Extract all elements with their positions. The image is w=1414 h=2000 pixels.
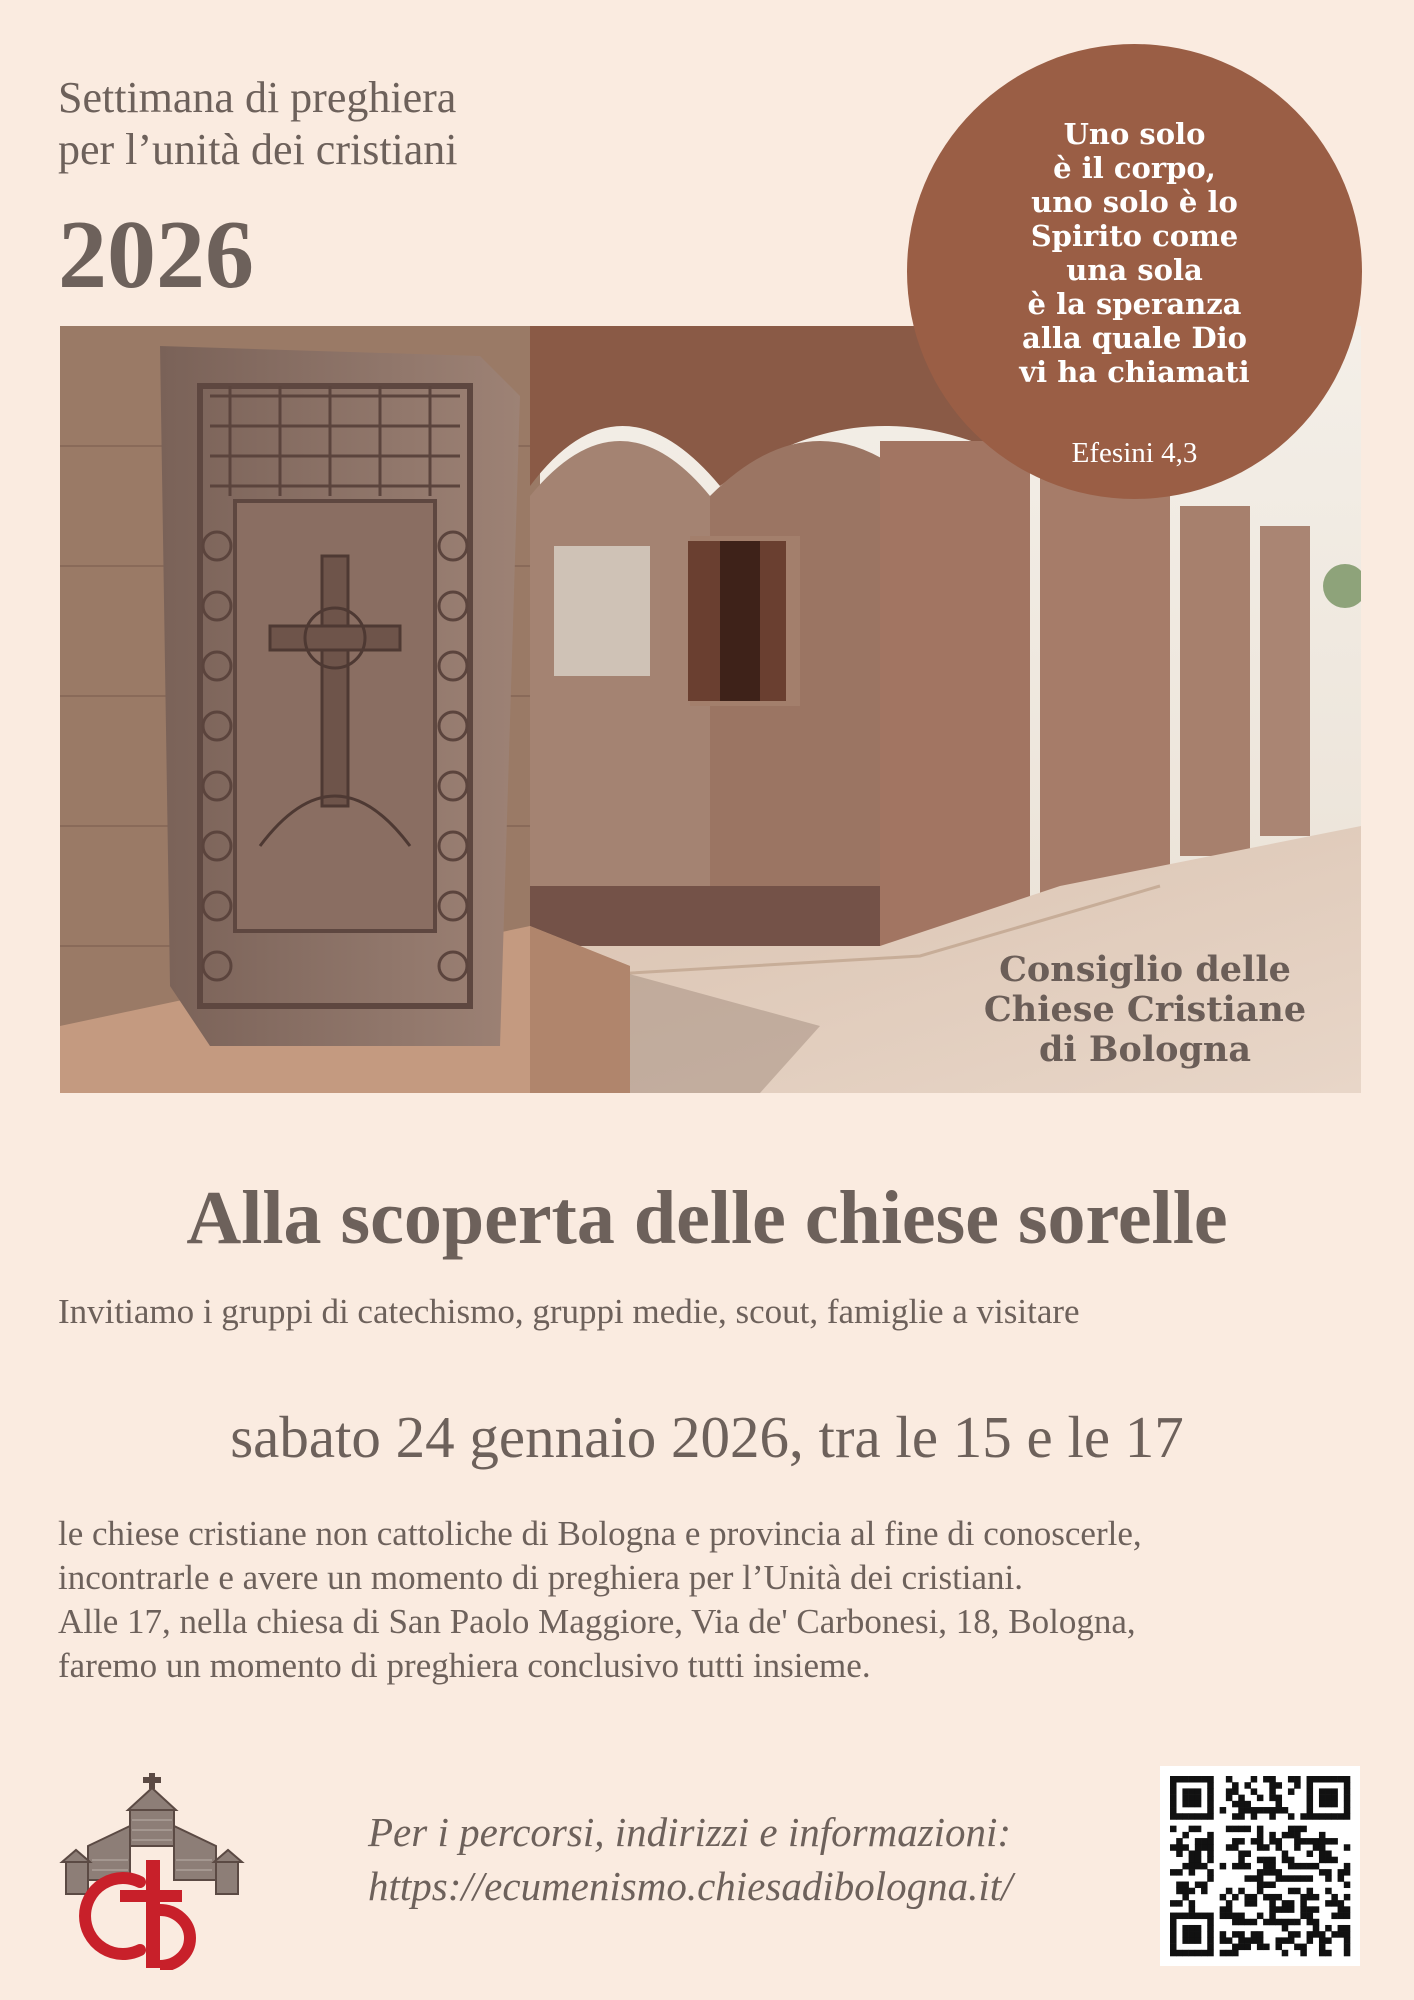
info-footer: [368, 1805, 1013, 1913]
info-label: Per i percorsi, indirizzi e informazioni:: [368, 1809, 1012, 1855]
quote-line: Spirito come: [1030, 219, 1239, 253]
council-line-3: di Bologna: [1038, 1029, 1252, 1070]
event-series-title: [58, 72, 458, 176]
event-series-line-1: Settimana di preghiera: [58, 73, 457, 122]
quote-line: uno solo è lo: [1031, 185, 1238, 219]
council-line-2: Chiese Cristiane: [983, 989, 1307, 1030]
scripture-reference: Efesini 4,3: [1071, 437, 1198, 469]
description-line: Alle 17, nella chiesa di San Paolo Maggiore, Via de' Carbonesi, 18, Bologna,: [58, 1602, 1136, 1641]
council-name: [935, 950, 1355, 1070]
church-cb-logo-icon: [58, 1770, 258, 1970]
invitation-line: Invitiamo i gruppi di catechismo, gruppi medie, scout, famiglie a visitare: [58, 1292, 1080, 1331]
quote-line: una sola: [1066, 253, 1203, 287]
quote-line: Uno solo: [1063, 117, 1206, 151]
scripture-quote-badge: [907, 44, 1362, 499]
event-year: 2026: [58, 201, 254, 309]
main-title: Alla scoperta delle chiese sorelle: [186, 1176, 1228, 1260]
quote-line: è la speranza: [1027, 287, 1242, 321]
website-link[interactable]: https://ecumenismo.chiesadibologna.it/: [368, 1863, 1013, 1909]
event-description: [58, 1512, 1142, 1688]
event-date: sabato 24 gennaio 2026, tra le 15 e le 17: [230, 1404, 1184, 1470]
qr-code-icon[interactable]: [1160, 1766, 1360, 1966]
description-line: le chiese cristiane non cattoliche di Bologna e provincia al fine di conoscerle,: [58, 1514, 1142, 1553]
scripture-quote-text: [907, 117, 1362, 389]
quote-line: vi ha chiamati: [1019, 355, 1250, 389]
council-line-1: Consiglio delle: [999, 949, 1291, 990]
quote-line: alla quale Dio: [1022, 321, 1247, 355]
description-line: incontrarle e avere un momento di preghiera per l’Unità dei cristiani.: [58, 1558, 1024, 1597]
event-series-line-2: per l’unità dei cristiani: [58, 125, 458, 174]
quote-line: è il corpo,: [1053, 151, 1216, 185]
description-line: faremo un momento di preghiera conclusivo tutti insieme.: [58, 1646, 871, 1685]
